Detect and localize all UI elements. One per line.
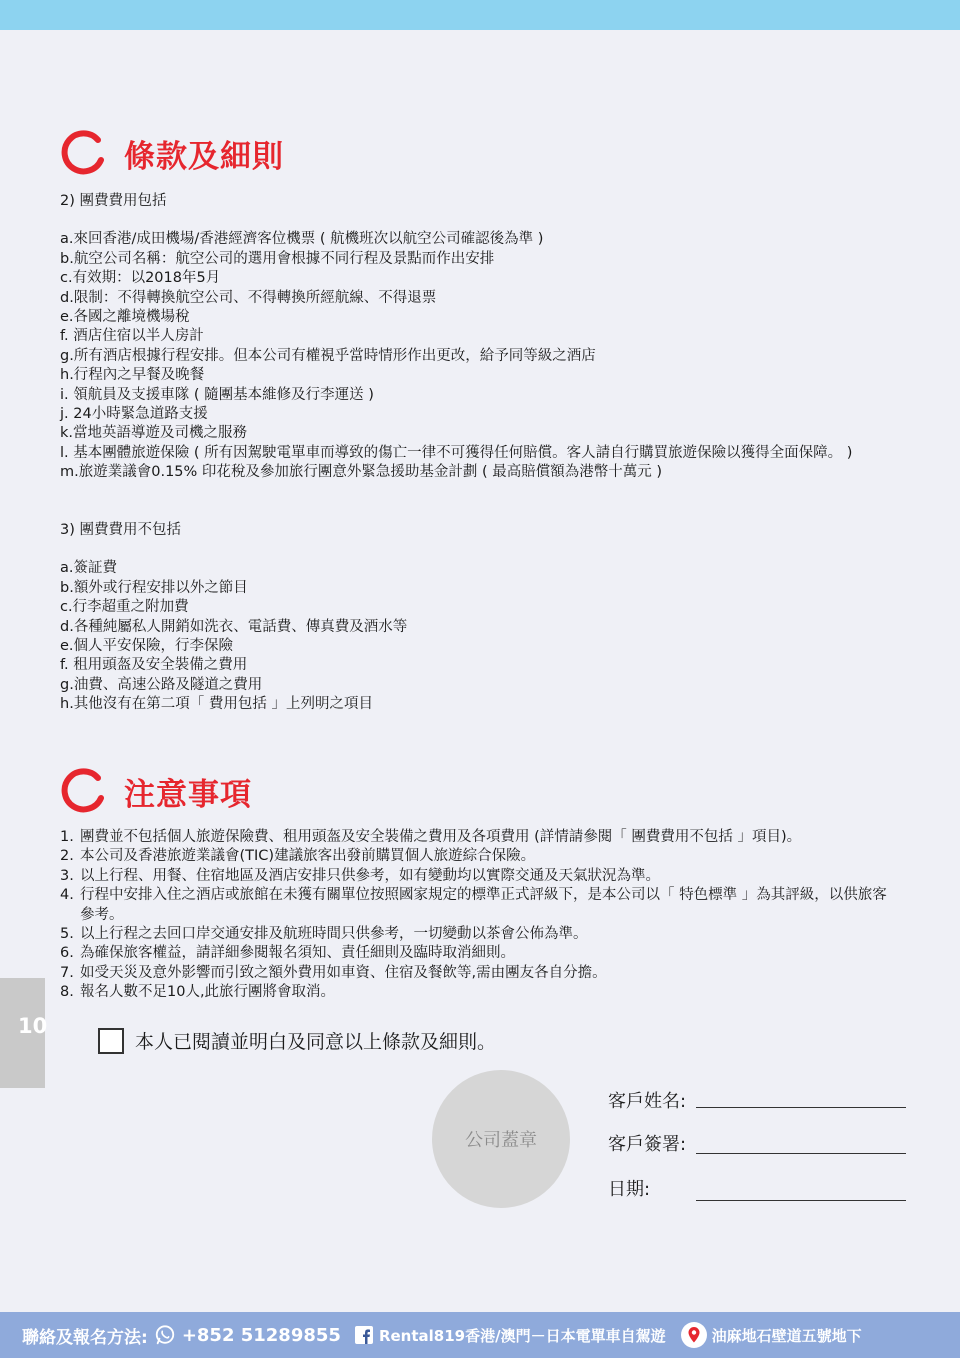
included-item: h.行程內之早餐及晚餐 bbox=[60, 367, 205, 384]
agreement-text: 本人已閱讀並明白及同意以上條款及細則。 bbox=[135, 1031, 497, 1053]
note-text: 如受天災及意外影響而引致之額外費用如車資、住宿及餐飲等,需由團友各自分擔。 bbox=[80, 964, 607, 981]
notes-heading bbox=[60, 768, 252, 814]
note-number: 1. bbox=[60, 829, 74, 845]
notes-title: 注意事項 bbox=[124, 776, 252, 813]
note-item bbox=[60, 867, 895, 886]
included-item: f. 酒店住宿以半人房計 bbox=[60, 328, 204, 345]
note-text: 行程中安排入住之酒店或旅館在未獲有關單位按照國家規定的標準正式評級下，是本公司以「 特色標準 」為其評級，以供旅客參考。 bbox=[80, 887, 887, 923]
note-number: 3. bbox=[60, 867, 74, 884]
excluded-item: c.行李超重之附加費 bbox=[60, 599, 189, 616]
note-item bbox=[60, 983, 895, 1002]
excluded-section bbox=[60, 521, 407, 715]
contact-facebook[interactable]: Rental819香港/澳門－日本電單車自駕遊 bbox=[378, 1326, 666, 1345]
note-number: 5. bbox=[60, 926, 74, 943]
note-number: 7. bbox=[60, 964, 74, 981]
included-item: m.旅遊業議會0.15% 印花稅及參加旅行團意外緊急援助基金計劃 ( 最高賠償額為港幣十萬元 ) bbox=[60, 464, 663, 481]
customer-name-label: 客戶姓名: bbox=[608, 1091, 687, 1112]
included-heading: 2) 團費費用包括 bbox=[60, 193, 167, 209]
terms-title: 條款及細則 bbox=[124, 138, 284, 175]
excluded-item: b.額外或行程安排以外之節目 bbox=[60, 579, 248, 596]
excluded-item: d.各種純屬私人開銷如洗衣、電話費、傳真費及酒水等 bbox=[60, 618, 408, 635]
top-bar bbox=[0, 0, 960, 30]
agreement-checkbox[interactable] bbox=[98, 1028, 124, 1054]
contact-phone[interactable]: +852 51289855 bbox=[181, 1324, 341, 1346]
customer-signature-field[interactable] bbox=[696, 1153, 906, 1154]
contact-address: 油麻地石壁道五號地下 bbox=[711, 1326, 862, 1345]
included-section bbox=[60, 192, 890, 483]
excluded-heading: 3) 團費費用不包括 bbox=[60, 522, 181, 538]
note-number: 2. bbox=[60, 848, 74, 865]
excluded-item: e.個人平安保險，行李保險 bbox=[60, 638, 234, 655]
included-item: a.來回香港/成田機場/香港經濟客位機票 ( 航機班次以航空公司確認後為準 ) bbox=[60, 231, 544, 248]
note-text: 團費並不包括個人旅遊保險費、租用頭盔及安全裝備之費用及各項費用 (詳情請參閱「 團費費用不包括 」項目)。 bbox=[80, 829, 802, 845]
note-item bbox=[60, 828, 895, 847]
date-field[interactable] bbox=[696, 1200, 906, 1201]
note-text: 報名人數不足10人,此旅行團將會取消。 bbox=[80, 984, 336, 1001]
note-text: 本公司及香港旅遊業議會(TIC)建議旅客出發前購買個人旅遊綜合保險。 bbox=[80, 848, 536, 865]
included-item: d.限制：不得轉換航空公司、不得轉換所經航線、不得退票 bbox=[60, 289, 437, 306]
whatsapp-icon bbox=[154, 1324, 176, 1346]
note-number: 6. bbox=[60, 945, 74, 962]
included-item: l. 基本團體旅遊保險 ( 所有因駕駛電單車而導致的傷亡一律不可獲得任何賠償。客人請自行購買旅遊保險以獲得全面保障。 ) bbox=[60, 444, 853, 461]
contact-footer bbox=[0, 1312, 960, 1358]
date-label: 日期: bbox=[608, 1179, 651, 1200]
note-item bbox=[60, 944, 895, 963]
note-number: 8. bbox=[60, 984, 74, 1001]
included-item: g.所有酒店根據行程安排。但本公司有權視乎當時情形作出更改，給予同等級之酒店 bbox=[60, 347, 596, 364]
page-number: 10 bbox=[18, 1014, 48, 1038]
excluded-item: g.油費、高速公路及隧道之費用 bbox=[60, 676, 263, 693]
terms-heading bbox=[60, 130, 284, 176]
note-text: 以上行程之去回口岸交通安排及航班時間只供參考，一切變動以茶會公佈為準。 bbox=[80, 926, 588, 943]
note-item bbox=[60, 886, 895, 925]
note-item bbox=[60, 925, 895, 944]
circle-ring-icon bbox=[60, 130, 106, 176]
note-item bbox=[60, 847, 895, 866]
excluded-item: h.其他沒有在第二項「 費用包括 」上列明之項目 bbox=[60, 696, 374, 713]
included-item: b.航空公司名稱：航空公司的選用會根據不同行程及景點而作出安排 bbox=[60, 250, 495, 267]
customer-name-field[interactable] bbox=[696, 1107, 906, 1108]
stamp-label: 公司蓋章 bbox=[465, 1130, 537, 1151]
excluded-item: a.簽証費 bbox=[60, 560, 117, 577]
included-item: j. 24小時緊急道路支援 bbox=[60, 406, 208, 423]
included-item: e.各國之離境機場稅 bbox=[60, 309, 190, 326]
agreement-row[interactable] bbox=[98, 1027, 496, 1054]
notes-list bbox=[60, 828, 895, 1003]
location-pin-icon bbox=[680, 1321, 708, 1349]
included-item: c.有效期：以2018年5月 bbox=[60, 270, 221, 287]
contact-label: 聯絡及報名方法: bbox=[22, 1327, 148, 1348]
note-item bbox=[60, 964, 895, 983]
excluded-item: f. 租用頭盔及安全裝備之費用 bbox=[60, 657, 248, 674]
customer-signature-label: 客戶簽署: bbox=[608, 1134, 687, 1155]
circle-ring-icon bbox=[60, 768, 106, 814]
company-stamp-area bbox=[432, 1070, 570, 1208]
included-item: i. 領航員及支援車隊 ( 隨團基本維修及行李運送 ) bbox=[60, 386, 374, 403]
facebook-icon bbox=[355, 1326, 373, 1344]
note-number: 4. bbox=[60, 887, 74, 904]
note-text: 以上行程、用餐、住宿地區及酒店安排只供參考，如有變動均以實際交通及天氣狀況為準。 bbox=[80, 867, 660, 884]
note-text: 為確保旅客權益，請詳細參閱報名須知、責任細則及臨時取消細則。 bbox=[80, 945, 515, 962]
included-item: k.當地英語導遊及司機之服務 bbox=[60, 425, 248, 442]
